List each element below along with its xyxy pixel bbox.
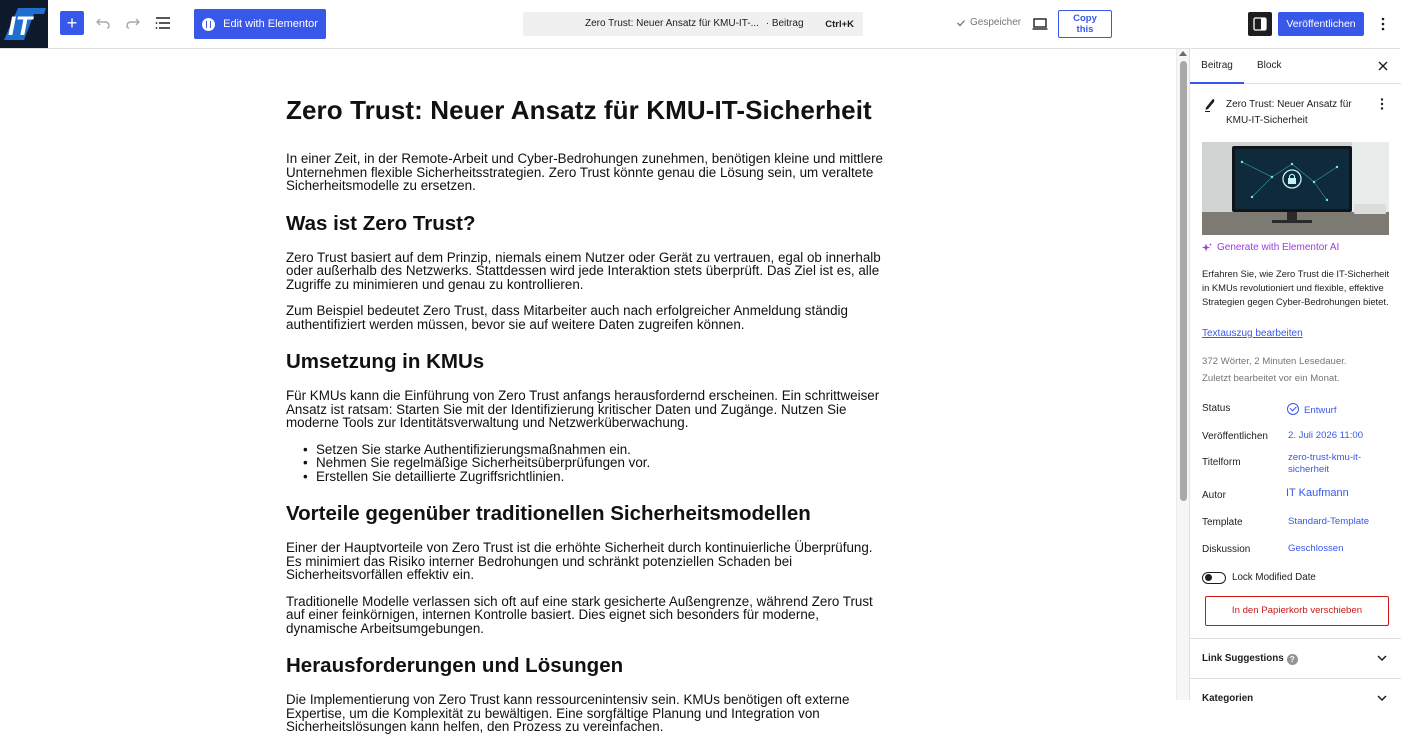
template-row	[1202, 515, 1392, 531]
edit-elementor-label: Edit with Elementor	[223, 18, 318, 30]
post-pen-icon	[1204, 98, 1216, 112]
editor-canvas[interactable]	[0, 49, 1176, 734]
scroll-up-arrow-icon[interactable]	[1179, 51, 1187, 56]
paragraph[interactable]: Traditionelle Modelle verlassen sich oft auf eine stark gesicherte Außengrenze, während Zero Trust auf einer feinkörnigen, internen Kontrolle basiert. Dies eignet sich besonders für moderne, dynamische Arbeitsumgebungen.	[286, 593, 873, 636]
saved-label: Gespeicher	[970, 17, 1022, 28]
edit-with-elementor-button[interactable]	[194, 9, 326, 39]
paragraph[interactable]: Zero Trust basiert auf dem Prinzip, niemals einem Nutzer oder Gerät zu vertrauen, egal ob innerhalb oder außerhalb des Netzwerks. Stattdessen wird jede Interaktion stets überprüft. Das Ziel ist es, alle Zugriffe zu minimieren und genau zu kontrollieren.	[286, 249, 881, 292]
editor-header	[0, 0, 1400, 49]
plus-icon: +	[66, 13, 78, 33]
publish-date-label: Veröffentlichen	[1202, 431, 1268, 442]
paragraph[interactable]: Einer der Hauptvorteile von Zero Trust ist die erhöhte Sicherheit durch kontinuierliche Überprüfung. Es minimiert das Risiko interner Bedrohungen und schränkt potenziellen Schaden bei Sicherheitsvorfällen effektiv ein.	[286, 540, 873, 582]
status-value: Entwurf	[1304, 405, 1337, 416]
copy-label-2: this	[1076, 24, 1094, 35]
chevron-down-icon	[1376, 692, 1388, 704]
publish-label: Veröffentlichen	[1286, 18, 1356, 30]
categories-title: Kategorien	[1202, 693, 1254, 704]
featured-image[interactable]	[1202, 142, 1389, 235]
lock-modified-date-toggle[interactable]	[1202, 572, 1226, 584]
lock-modified-date-label: Lock Modified Date	[1232, 572, 1316, 583]
status-row	[1202, 401, 1392, 417]
post-excerpt: Erfahren Sie, wie Zero Trust die IT-Sicherheit in KMUs revolutioniert und flexible, effektive Strategien gegen Cyber-Bedrohungen bietet.	[1202, 268, 1390, 307]
desktop-icon	[1032, 17, 1048, 31]
generate-ai-label: Generate with Elementor AI	[1217, 242, 1340, 253]
move-to-trash-button[interactable]: In den Papierkorb verschieben	[1205, 596, 1389, 626]
discussion-value[interactable]: Geschlossen	[1288, 543, 1344, 554]
copy-label-1: Copy	[1073, 13, 1097, 24]
elementor-icon	[202, 18, 215, 31]
scrollbar-thumb[interactable]	[1180, 61, 1187, 501]
heading-what-is[interactable]: Was ist Zero Trust?	[286, 211, 476, 235]
list-item[interactable]: • Erstellen Sie detaillierte Zugriffsrichtlinien.	[316, 470, 886, 484]
status-label: Status	[1202, 403, 1231, 414]
publish-date-value[interactable]: 2. Juli 2026 11:00	[1288, 430, 1364, 441]
close-icon	[1378, 61, 1388, 71]
command-title-wrap	[585, 18, 804, 29]
slug-label: Titelform	[1202, 457, 1241, 468]
slug-value-line-1: zero-trust-kmu-it-	[1288, 452, 1362, 463]
link-suggestions-title	[1202, 653, 1298, 665]
more-vertical-icon	[1381, 17, 1385, 31]
publish-button[interactable]	[1278, 12, 1364, 36]
status-value-button[interactable]	[1287, 403, 1337, 416]
publish-date-row	[1202, 429, 1392, 445]
link-suggestions-panel[interactable]	[1190, 638, 1401, 678]
discussion-row	[1202, 542, 1392, 558]
word-count: 372 Wörter, 2 Minuten Lesedauer.	[1202, 356, 1347, 367]
slug-value[interactable]	[1288, 452, 1361, 476]
author-row	[1202, 488, 1392, 504]
tab-block[interactable]: Block	[1257, 60, 1282, 71]
command-shortcut: Ctrl+K	[825, 19, 854, 30]
categories-panel[interactable]	[1190, 678, 1401, 718]
list-view-icon	[155, 15, 171, 31]
help-icon[interactable]: ?	[1287, 654, 1298, 665]
tab-post[interactable]: Beitrag	[1190, 49, 1244, 84]
link-suggestions-label: Link Suggestions	[1202, 653, 1284, 664]
post-title[interactable]: Zero Trust: Neuer Ansatz für KMU-IT-Sicherheit	[286, 95, 872, 125]
undo-button[interactable]	[92, 12, 114, 34]
site-logo-icon[interactable]	[0, 0, 48, 48]
heading-implementation[interactable]: Umsetzung in KMUs	[286, 350, 485, 373]
chevron-down-icon	[1376, 652, 1388, 664]
generate-ai-button[interactable]	[1202, 242, 1339, 253]
sidebar-post-title[interactable]: Zero Trust: Neuer Ansatz für KMU-IT-Sicherheit	[1226, 99, 1352, 126]
add-block-button[interactable]	[60, 11, 84, 35]
redo-button[interactable]	[122, 12, 144, 34]
settings-sidebar	[1189, 49, 1400, 704]
settings-panel-toggle[interactable]	[1248, 12, 1272, 36]
discussion-label: Diskussion	[1202, 544, 1251, 555]
bullet-list[interactable]	[316, 443, 886, 484]
author-value[interactable]: IT Kaufmann	[1286, 487, 1349, 499]
last-edited: Zuletzt bearbeitet vor ein Monat.	[1202, 373, 1340, 384]
post-actions-button[interactable]	[1376, 97, 1388, 113]
sparkle-icon	[1202, 243, 1212, 253]
template-value[interactable]: Standard-Template	[1288, 516, 1370, 527]
slug-value-line-2: sicherheit	[1288, 464, 1330, 475]
paragraph[interactable]: Die Implementierung von Zero Trust kann ressourcenintensiv sein. KMUs benötigen oft externe Expertise, um die Komplexität zu bewältigen. Eine sorgfältige Planung und Integration von Sicherheitslösungen kann helfen, den Prozess zu vereinfachen.	[286, 692, 850, 734]
copy-this-button[interactable]	[1058, 10, 1112, 38]
post-meta-info	[1202, 353, 1392, 387]
undo-icon	[95, 15, 111, 31]
featured-image-illustration	[1202, 142, 1389, 235]
heading-challenges[interactable]: Herausforderungen und Lösungen	[286, 654, 624, 677]
close-sidebar-button[interactable]	[1376, 59, 1390, 73]
draft-status-icon	[1287, 403, 1299, 415]
paragraph-intro[interactable]: In einer Zeit, in der Remote-Arbeit und Cyber-Bedrohungen zunehmen, benötigen kleine und mittlere Unternehmen flexible Sicherheitsstrategien. Zero Trust könnte genau die Lösung sein, um veraltete Sicherheitsmodelle zu ersetzen.	[286, 151, 883, 193]
paragraph[interactable]: Zum Beispiel bedeutet Zero Trust, dass Mitarbeiter auch nach erfolgreicher Anmeldung ständig authentifiziert werden müssen, bevor sie auf weitere Daten zugreifen können.	[286, 303, 848, 332]
document-overview-button[interactable]	[152, 12, 174, 34]
svg-text:IT: IT	[8, 11, 32, 41]
canvas-scrollbar[interactable]	[1176, 49, 1189, 700]
post-content	[286, 95, 886, 747]
device-preview-button[interactable]	[1031, 15, 1049, 33]
command-palette-bar[interactable]	[523, 12, 863, 36]
sidebar-tabs	[1190, 49, 1401, 84]
check-icon	[956, 18, 966, 28]
command-post-title: Zero Trust: Neuer Ansatz für KMU-IT-...	[585, 18, 759, 29]
edit-excerpt-link[interactable]: Textauszug bearbeiten	[1202, 328, 1303, 339]
author-label: Autor	[1202, 490, 1226, 501]
list-item[interactable]: • Nehmen Sie regelmäßige Sicherheitsüberprüfungen vor.	[316, 456, 886, 470]
more-vertical-icon	[1380, 98, 1384, 110]
saved-state	[956, 17, 1021, 28]
options-menu-button[interactable]	[1374, 12, 1392, 36]
list-item[interactable]: • Setzen Sie starke Authentifizierungsmaßnahmen ein.	[316, 443, 886, 457]
command-post-type: · Beitrag	[765, 18, 804, 29]
slug-row	[1202, 452, 1392, 480]
template-label: Template	[1202, 517, 1243, 528]
redo-icon	[125, 15, 141, 31]
paragraph[interactable]: Für KMUs kann die Einführung von Zero Trust anfangs herausfordernd erscheinen. Ein schrittweiser Ansatz ist ratsam: Starten Sie mit der Identifizierung kritischer Daten und Zugänge. Nutzen Sie moderne Tools zur Identitätsverwaltung und Netzwerküberwachung.	[286, 388, 880, 430]
sidebar-icon	[1253, 17, 1267, 31]
heading-advantages[interactable]: Vorteile gegenüber traditionellen Sicherheitsmodellen	[286, 502, 811, 525]
